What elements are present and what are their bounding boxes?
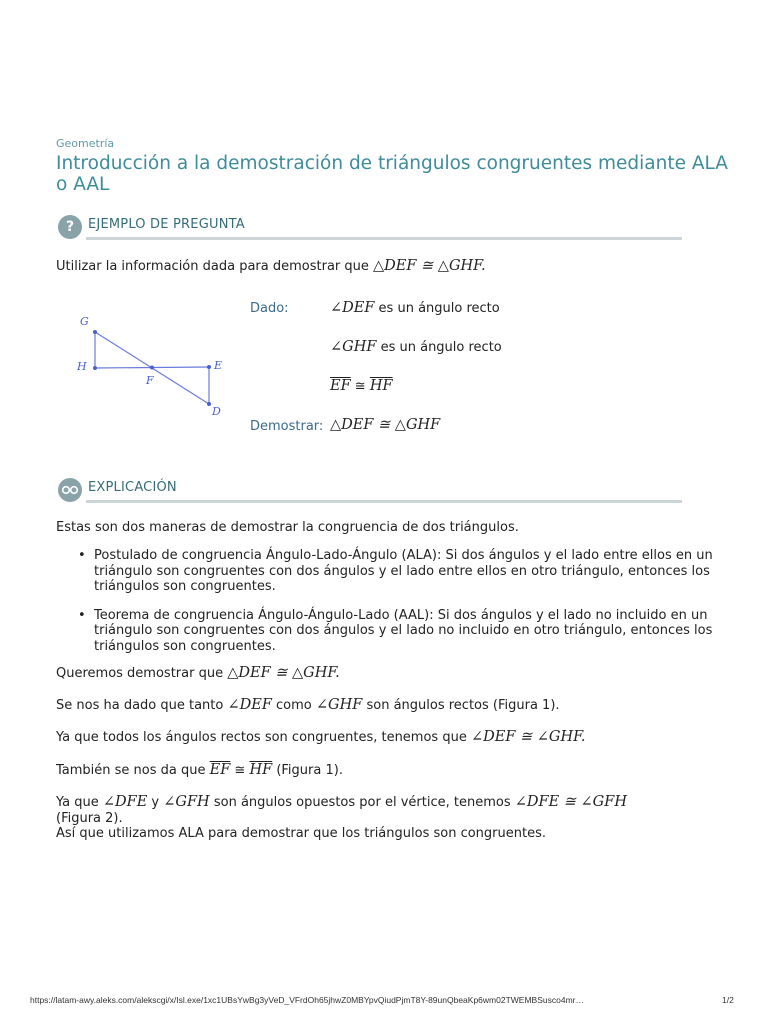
question-section-header: [56, 215, 682, 241]
question-section-label: EJEMPLO DE PREGUNTA: [88, 217, 245, 232]
congruence-methods-list: [56, 548, 726, 654]
explanation-line-2: Se nos ha dado que tanto ∠DEF como ∠GHF son ángulos rectos (Figura 1).: [56, 697, 560, 713]
label-E: E: [214, 359, 223, 372]
demostrar-statement: △DEF ≅ △GHF: [330, 417, 441, 433]
demostrar-label: Demostrar:: [250, 419, 324, 434]
point-E: [207, 365, 211, 369]
label-H: H: [77, 360, 87, 373]
list-item: • Teorema de congruencia Ángulo-Ángulo-Lado (AAL): Si dos ángulos y el lado no incluido en un triángulo son congruentes con dos ángulos y el lado no incluido en otro triángulo, entonces los triángulos son congruentes.: [78, 607, 713, 654]
footer-url: https://latam-awy.aleks.com/alekscgi/x/Isl.exe/1xc1UBsYwBg3yVeD_VFrdOh65jhwZ0MBYpvQiudPjmT8Y-89unQbeaKp6wm02TWEMBSusco4mr…: [30, 995, 584, 1005]
explanation-line-3: Ya que todos los ángulos rectos son congruentes, tenemos que ∠DEF ≅ ∠GHF.: [56, 729, 586, 745]
explanation-intro: Estas son dos maneras de demostrar la congruencia de dos triángulos.: [56, 520, 519, 535]
label-G: G: [80, 315, 89, 328]
point-D: [207, 402, 211, 406]
section-divider: [86, 500, 682, 503]
explanation-line-4: También se nos da que $\overline{EF}$ ≅ $\overline{HF}$ (Figura 1).: [56, 762, 343, 778]
question-icon: ?: [58, 215, 82, 239]
explanation-line-5: Ya que ∠DFE y ∠GFH son ángulos opuestos por el vértice, tenemos ∠DFE ≅ ∠GFH (Figura 2). Así que utilizamos ALA para demostrar que los triángulos son congruentes.: [56, 794, 627, 841]
given-label: Dado:: [250, 301, 289, 316]
section-divider: [86, 237, 682, 240]
subject-label: Geometría: [56, 137, 115, 150]
point-G: [93, 330, 97, 334]
explanation-section-header: [56, 478, 682, 504]
list-item: • Postulado de congruencia Ángulo-Lado-Ángulo (ALA): Si dos ángulos y el lado entre ellos en un triángulo son congruentes con dos ángulos y el lado entre ellos en otro triángulo, entonces los triángulos son congruentes.: [78, 548, 713, 594]
explanation-section-label: EXPLICACIÓN: [88, 480, 177, 495]
point-F: [150, 366, 154, 370]
glasses-icon: [58, 478, 82, 502]
page-title: Introducción a la demostración de triángulos congruentes mediante ALA o AAL: [56, 153, 728, 195]
question-prompt: Utilizar la información dada para demostrar que △DEF ≅ △GHF.: [56, 258, 486, 274]
given-item-2: ∠GHF es un ángulo recto: [330, 339, 502, 355]
page-number: 1/2: [722, 995, 734, 1005]
triangle-figure: [70, 312, 230, 422]
given-item-1: ∠DEF es un ángulo recto: [330, 300, 500, 316]
label-F: F: [146, 374, 154, 387]
explanation-line-1: Queremos demostrar que △DEF ≅ △GHF.: [56, 665, 340, 681]
label-D: D: [212, 405, 221, 418]
point-H: [93, 366, 97, 370]
given-item-3: $\overline{EF}$ ≅ $\overline{HF}$: [330, 378, 393, 394]
